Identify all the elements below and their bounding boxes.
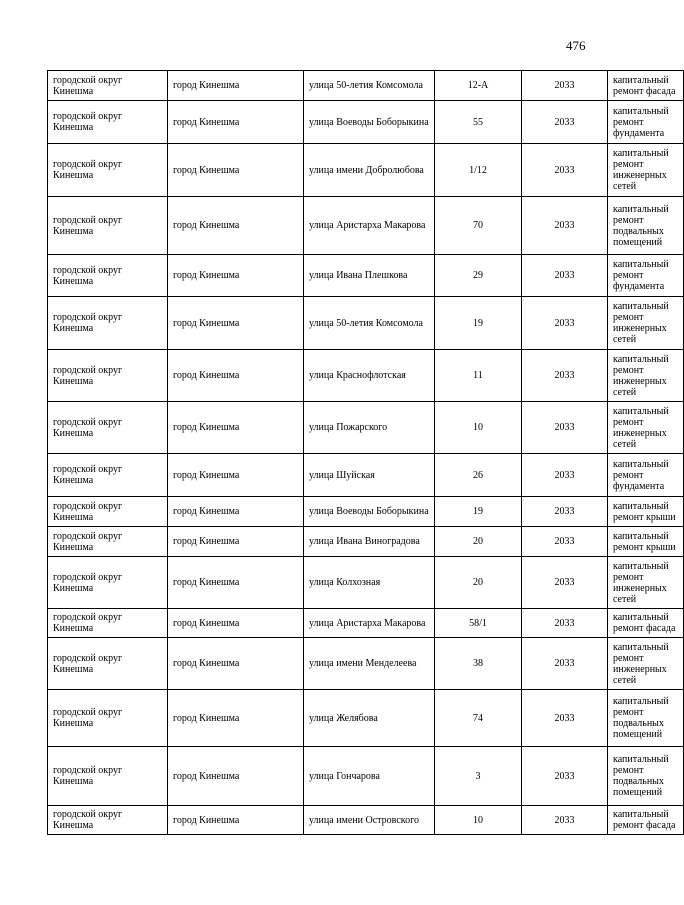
street-cell: улица имени Добролюбова <box>304 144 435 197</box>
city-cell: город Кинешма <box>168 255 304 297</box>
street-cell: улица Желябова <box>304 690 435 747</box>
year-cell: 2033 <box>522 497 608 527</box>
work-type-cell: капитальный ремонт инженерных сетей <box>608 144 684 197</box>
table-row <box>48 497 684 527</box>
table-row <box>48 144 684 197</box>
house-number-cell: 55 <box>435 101 522 144</box>
street-cell: улица Ивана Виноградова <box>304 527 435 557</box>
year-cell: 2033 <box>522 527 608 557</box>
table-row <box>48 197 684 255</box>
house-number-cell: 38 <box>435 638 522 690</box>
repair-schedule-table <box>47 70 684 835</box>
year-cell: 2033 <box>522 144 608 197</box>
work-type-cell: капитальный ремонт подвальных помещений <box>608 197 684 255</box>
street-cell: улица Аристарха Макарова <box>304 609 435 638</box>
city-cell: город Кинешма <box>168 144 304 197</box>
house-number-cell: 1/12 <box>435 144 522 197</box>
table-row <box>48 297 684 350</box>
okrug-cell: городской округ Кинешма <box>48 638 168 690</box>
city-cell: город Кинешма <box>168 690 304 747</box>
house-number-cell: 10 <box>435 402 522 454</box>
table-row <box>48 454 684 497</box>
okrug-cell: городской округ Кинешма <box>48 197 168 255</box>
work-type-cell: капитальный ремонт фундамента <box>608 101 684 144</box>
okrug-cell: городской округ Кинешма <box>48 527 168 557</box>
table-row <box>48 806 684 835</box>
year-cell: 2033 <box>522 690 608 747</box>
year-cell: 2033 <box>522 638 608 690</box>
house-number-cell: 12-А <box>435 71 522 101</box>
year-cell: 2033 <box>522 454 608 497</box>
table-row <box>48 255 684 297</box>
city-cell: город Кинешма <box>168 557 304 609</box>
okrug-cell: городской округ Кинешма <box>48 350 168 402</box>
city-cell: город Кинешма <box>168 71 304 101</box>
okrug-cell: городской округ Кинешма <box>48 747 168 806</box>
street-cell: улица Гончарова <box>304 747 435 806</box>
city-cell: город Кинешма <box>168 402 304 454</box>
year-cell: 2033 <box>522 350 608 402</box>
house-number-cell: 26 <box>435 454 522 497</box>
work-type-cell: капитальный ремонт фасада <box>608 806 684 835</box>
okrug-cell: городской округ Кинешма <box>48 454 168 497</box>
table-row <box>48 609 684 638</box>
year-cell: 2033 <box>522 297 608 350</box>
table-row <box>48 350 684 402</box>
house-number-cell: 10 <box>435 806 522 835</box>
table-row <box>48 527 684 557</box>
street-cell: улица Шуйская <box>304 454 435 497</box>
work-type-cell: капитальный ремонт подвальных помещений <box>608 747 684 806</box>
house-number-cell: 20 <box>435 557 522 609</box>
house-number-cell: 3 <box>435 747 522 806</box>
table-row <box>48 402 684 454</box>
okrug-cell: городской округ Кинешма <box>48 609 168 638</box>
work-type-cell: капитальный ремонт инженерных сетей <box>608 297 684 350</box>
table-row <box>48 71 684 101</box>
table-body <box>48 71 684 835</box>
work-type-cell: капитальный ремонт инженерных сетей <box>608 350 684 402</box>
okrug-cell: городской округ Кинешма <box>48 297 168 350</box>
house-number-cell: 74 <box>435 690 522 747</box>
okrug-cell: городской округ Кинешма <box>48 144 168 197</box>
table-row <box>48 747 684 806</box>
house-number-cell: 20 <box>435 527 522 557</box>
table-row <box>48 557 684 609</box>
year-cell: 2033 <box>522 255 608 297</box>
street-cell: улица 50-летия Комсомола <box>304 297 435 350</box>
work-type-cell: капитальный ремонт инженерных сетей <box>608 557 684 609</box>
house-number-cell: 70 <box>435 197 522 255</box>
street-cell: улица Пожарского <box>304 402 435 454</box>
street-cell: улица имени Менделеева <box>304 638 435 690</box>
okrug-cell: городской округ Кинешма <box>48 402 168 454</box>
year-cell: 2033 <box>522 402 608 454</box>
city-cell: город Кинешма <box>168 454 304 497</box>
work-type-cell: капитальный ремонт подвальных помещений <box>608 690 684 747</box>
city-cell: город Кинешма <box>168 497 304 527</box>
city-cell: город Кинешма <box>168 747 304 806</box>
okrug-cell: городской округ Кинешма <box>48 255 168 297</box>
year-cell: 2033 <box>522 71 608 101</box>
street-cell: улица Воеводы Боборыкина <box>304 497 435 527</box>
okrug-cell: городской округ Кинешма <box>48 557 168 609</box>
street-cell: улица Воеводы Боборыкина <box>304 101 435 144</box>
okrug-cell: городской округ Кинешма <box>48 806 168 835</box>
table-row <box>48 638 684 690</box>
table-row <box>48 101 684 144</box>
house-number-cell: 19 <box>435 497 522 527</box>
okrug-cell: городской округ Кинешма <box>48 71 168 101</box>
street-cell: улица Краснофлотская <box>304 350 435 402</box>
work-type-cell: капитальный ремонт инженерных сетей <box>608 402 684 454</box>
year-cell: 2033 <box>522 609 608 638</box>
city-cell: город Кинешма <box>168 197 304 255</box>
okrug-cell: городской округ Кинешма <box>48 101 168 144</box>
city-cell: город Кинешма <box>168 350 304 402</box>
street-cell: улица Колхозная <box>304 557 435 609</box>
city-cell: город Кинешма <box>168 806 304 835</box>
street-cell: улица Аристарха Макарова <box>304 197 435 255</box>
year-cell: 2033 <box>522 101 608 144</box>
work-type-cell: капитальный ремонт фасада <box>608 609 684 638</box>
city-cell: город Кинешма <box>168 297 304 350</box>
table-row <box>48 690 684 747</box>
street-cell: улица имени Островского <box>304 806 435 835</box>
okrug-cell: городской округ Кинешма <box>48 497 168 527</box>
city-cell: город Кинешма <box>168 101 304 144</box>
work-type-cell: капитальный ремонт фасада <box>608 71 684 101</box>
work-type-cell: капитальный ремонт фундамента <box>608 454 684 497</box>
okrug-cell: городской округ Кинешма <box>48 690 168 747</box>
work-type-cell: капитальный ремонт инженерных сетей <box>608 638 684 690</box>
work-type-cell: капитальный ремонт фундамента <box>608 255 684 297</box>
city-cell: город Кинешма <box>168 609 304 638</box>
year-cell: 2033 <box>522 747 608 806</box>
street-cell: улица Ивана Плешкова <box>304 255 435 297</box>
city-cell: город Кинешма <box>168 527 304 557</box>
house-number-cell: 29 <box>435 255 522 297</box>
page-number: 476 <box>566 38 586 53</box>
house-number-cell: 19 <box>435 297 522 350</box>
house-number-cell: 58/1 <box>435 609 522 638</box>
house-number-cell: 11 <box>435 350 522 402</box>
year-cell: 2033 <box>522 806 608 835</box>
year-cell: 2033 <box>522 197 608 255</box>
street-cell: улица 50-летия Комсомола <box>304 71 435 101</box>
city-cell: город Кинешма <box>168 638 304 690</box>
work-type-cell: капитальный ремонт крыши <box>608 527 684 557</box>
work-type-cell: капитальный ремонт крыши <box>608 497 684 527</box>
year-cell: 2033 <box>522 557 608 609</box>
